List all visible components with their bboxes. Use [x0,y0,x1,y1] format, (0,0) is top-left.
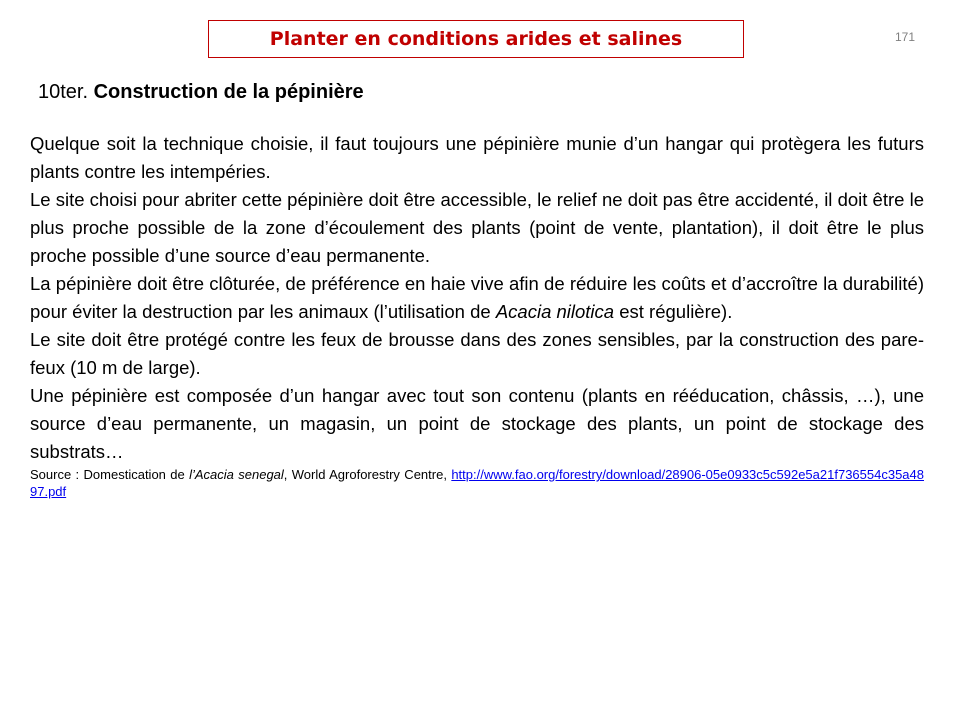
source-link[interactable]: http://www.fao.org/forestry/download/28906-05e0933c5c592e5a21f736554c35a4897.pdf [30,467,924,499]
paragraph-3 [30,270,924,326]
body-text [30,130,924,500]
title-box [208,20,744,58]
source-prefix: Source : Domestication de [30,467,190,482]
slide-title: Planter en conditions arides et salines [269,28,683,50]
paragraph-3-text-a: La pépinière doit être clôturée, de préférence en haie vive afin de réduire les coûts et d’accroître la durabilité) pour éviter la destruction par les animaux (l’utilisation de [30,273,924,322]
section-title: Construction de la pépinière [93,81,364,103]
source-italic: l’Acacia senegal [189,467,284,482]
paragraph-1: Quelque soit la technique choisie, il faut toujours une pépinière munie d’un hangar qui protègera les futurs plants contre les intempéries. [30,133,924,182]
section-number: 10ter. [38,81,89,103]
slide-number: 171 [894,30,916,44]
species-name: Acacia nilotica [495,301,615,322]
paragraph-3-text-b: est régulière). [614,301,733,322]
paragraph-5: Une pépinière est composée d’un hangar avec tout son contenu (plants en rééducation, châssis, …), une source d’eau permanente, un magasin, un point de stockage des plants, un point de stockage des substrats… [30,385,924,462]
source-citation [30,466,924,500]
paragraph-2: Le site choisi pour abriter cette pépinière doit être accessible, le relief ne doit pas être accidenté, il doit être le plus proche possible de la zone d’écoulement des plants (point de vente, plantation), il doit être le plus proche possible d’une source d’eau permanente. [30,189,924,266]
section-heading [38,81,364,104]
source-middle: , World Agroforestry Centre, [283,467,452,482]
paragraph-4: Le site doit être protégé contre les feux de brousse dans des zones sensibles, par la construction des pare-feux (10 m de large). [30,329,924,378]
